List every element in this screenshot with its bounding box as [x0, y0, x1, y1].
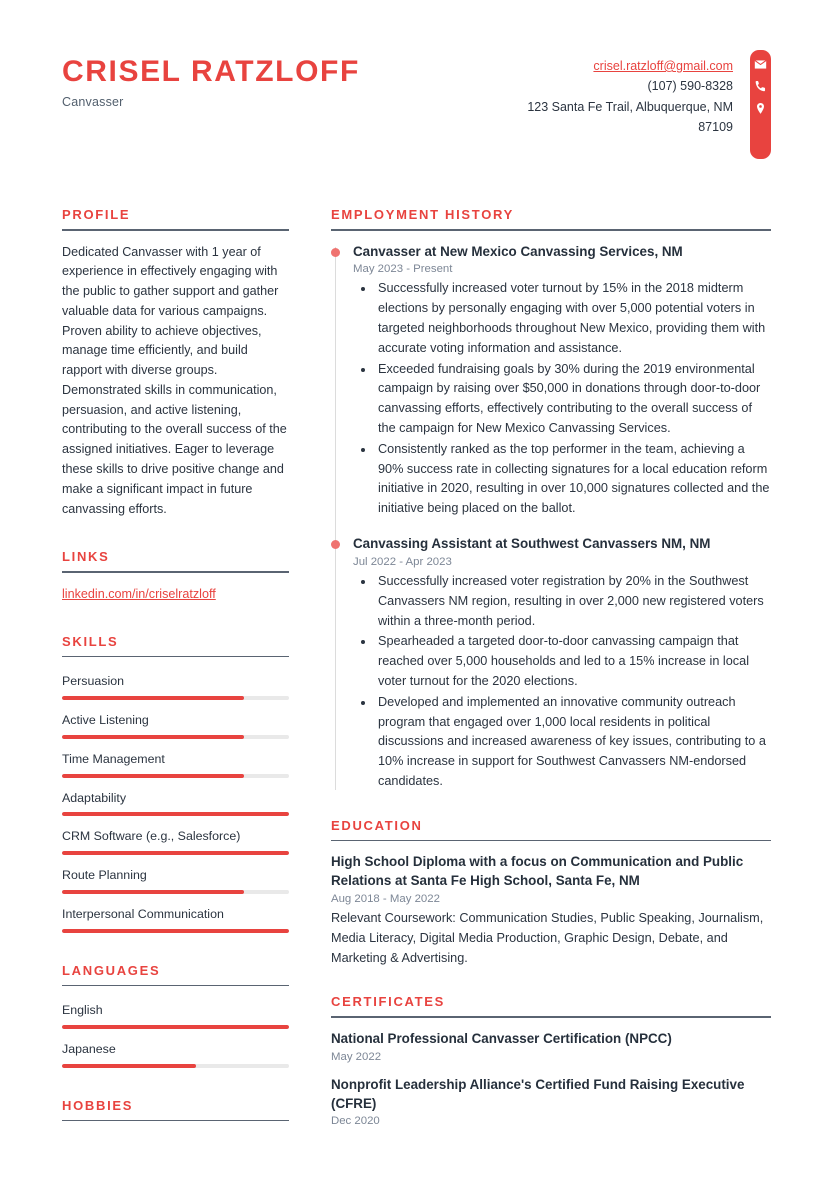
section-skills	[62, 634, 289, 933]
language-label: English	[62, 1003, 103, 1018]
section-certificates	[331, 994, 771, 1127]
timeline-dot-icon	[331, 248, 340, 257]
employment-bullet: • Consistently ranked as the top performer in the team, achieving a 90% success rate in collecting signatures for a local education reform initiative in 2020, resulting in over 10,000 signatures collected and the initiative being placed on the ballot.	[375, 440, 771, 519]
employment-bullet: • Spearheaded a targeted door-to-door canvassing campaign that reached over 5,000 households and led to a 15% increase in local voter turnout for the 2020 elections.	[375, 632, 771, 691]
skill-meter-fill	[62, 851, 289, 855]
certificate-title: Nonprofit Leadership Alliance's Certified Fund Raising Executive (CFRE)	[331, 1076, 745, 1111]
skill-row	[62, 786, 289, 817]
candidate-job-title: Canvasser	[62, 94, 124, 109]
employment-bullet: • Exceeded fundraising goals by 30% during the 2019 environmental campaign by raising over $50,000 in donations through door-to-door canvassing efforts, effectively contributing to the overall success of the campaign for New Mexico Canvassing Services.	[375, 360, 771, 439]
certificate-date: Dec 2020	[331, 1115, 380, 1128]
column-gap	[289, 207, 331, 1153]
certificate-entry	[331, 1030, 771, 1063]
timeline-dot-icon	[331, 540, 340, 549]
envelope-icon	[754, 58, 767, 71]
skill-row	[62, 747, 289, 778]
section-hobbies	[62, 1098, 289, 1122]
certificate-date: May 2022	[331, 1050, 382, 1063]
employment-title: Canvassing Assistant at Southwest Canvassers NM, NM	[353, 536, 711, 552]
education-divider	[331, 840, 771, 842]
skill-meter-track	[62, 774, 289, 778]
hobbies-divider	[62, 1120, 289, 1122]
education-title: High School Diploma with a focus on Communication and Public Relations at Santa Fe High School, Santa Fe, NM	[331, 854, 744, 889]
employment-date: May 2023 - Present	[353, 263, 453, 276]
section-employment-history	[331, 207, 771, 792]
language-meter-track	[62, 1064, 289, 1068]
skill-meter-track	[62, 890, 289, 894]
link-item-linkedin[interactable]: linkedin.com/in/criselratzloff	[62, 586, 216, 601]
language-label: Japanese	[62, 1041, 116, 1056]
skill-label: Interpersonal Communication	[62, 906, 224, 921]
language-row	[62, 998, 289, 1029]
contact-email-link[interactable]: crisel.ratzloff@gmail.com	[593, 59, 733, 73]
certificate-entry	[331, 1076, 771, 1128]
skill-label: Active Listening	[62, 713, 149, 728]
phone-icon	[754, 80, 767, 93]
contact-email-row	[527, 56, 733, 76]
employment-bullet: • Developed and implemented an innovative community outreach program that engaged over 1,000 local residents in political discussions and increased awareness of key issues, contributing to a 10% increase in support for Southwest Canvassers NM-endorsed candidates.	[375, 693, 771, 792]
skill-label: Adaptability	[62, 790, 127, 805]
skill-meter-fill	[62, 774, 244, 778]
skill-meter-track	[62, 929, 289, 933]
profile-divider	[62, 229, 289, 231]
skill-row	[62, 708, 289, 739]
languages-heading: LANGUAGES	[62, 962, 161, 978]
skill-meter-fill	[62, 890, 244, 894]
hobbies-heading: HOBBIES	[62, 1097, 134, 1113]
profile-text: Dedicated Canvasser with 1 year of experience in effectively engaging with the public to gather support and gather valuable data for various campaigns. Proven ability to achieve objectives, manage time efficiently, and build rapport with diverse groups. Demonstrated skills in communication, persuasion, and active listening, contributing to the overall success of the assigned initiatives. Eager to leverage these skills to drive positive change and make a significant impact in future canvassing efforts.	[62, 244, 287, 516]
skill-label: Route Planning	[62, 868, 147, 883]
section-profile	[62, 207, 289, 519]
resume-header	[0, 0, 833, 159]
employment-bullets	[353, 572, 771, 792]
employment-timeline	[331, 243, 771, 792]
skills-divider	[62, 656, 289, 658]
identity-block	[62, 46, 360, 109]
location-pin-icon	[754, 102, 767, 115]
employment-divider	[331, 229, 771, 231]
employment-date: Jul 2022 - Apr 2023	[353, 555, 452, 568]
skill-row	[62, 669, 289, 700]
education-description: Relevant Coursework: Communication Studies, Public Speaking, Journalism, Media Literacy, Digital Media Production, Graphic Design, Debate, and Marketing & Advertising.	[331, 910, 764, 965]
contact-address-line-1: 123 Santa Fe Trail, Albuquerque, NM	[527, 99, 733, 114]
employment-bullets	[353, 279, 771, 519]
skill-meter-track	[62, 735, 289, 739]
contact-details	[527, 46, 750, 137]
employment-entry	[353, 243, 771, 520]
contact-block	[527, 46, 771, 159]
skill-row	[62, 863, 289, 894]
employment-bullet: • Successfully increased voter turnout by 15% in the 2018 midterm elections by personally engaging with over 5,000 potential voters in targeted neighborhoods throughout New Mexico, providing them with accurate voting information and assistance.	[375, 279, 771, 358]
profile-heading: PROFILE	[62, 207, 131, 222]
section-links	[62, 549, 289, 603]
skill-meter-track	[62, 851, 289, 855]
certificate-title: National Professional Canvasser Certification (NPCC)	[331, 1030, 672, 1046]
certificates-divider	[331, 1016, 771, 1018]
section-languages	[62, 963, 289, 1068]
right-column	[331, 207, 771, 1153]
links-heading: LINKS	[62, 549, 110, 565]
language-meter-fill	[62, 1064, 196, 1068]
employment-title: Canvasser at New Mexico Canvassing Services, NM	[353, 243, 683, 259]
candidate-name: CRISEL RATZLOFF	[62, 55, 360, 88]
skill-label: Time Management	[62, 751, 165, 766]
skill-row	[62, 824, 289, 855]
employment-heading: EMPLOYMENT HISTORY	[331, 207, 515, 222]
skill-meter-fill	[62, 929, 289, 933]
section-education	[331, 818, 771, 969]
language-meter-fill	[62, 1025, 289, 1029]
contact-icon-strip	[750, 50, 771, 159]
skill-label: CRM Software (e.g., Salesforce)	[62, 829, 241, 844]
employment-entry	[353, 535, 771, 792]
skill-meter-fill	[62, 696, 244, 700]
links-divider	[62, 571, 289, 573]
languages-divider	[62, 985, 289, 987]
contact-address-line-2: 87109	[698, 119, 733, 134]
language-meter-track	[62, 1025, 289, 1029]
education-date: Aug 2018 - May 2022	[331, 892, 440, 905]
education-entry	[331, 853, 771, 968]
left-column	[62, 207, 289, 1153]
resume-body	[0, 207, 833, 1153]
skill-meter-track	[62, 812, 289, 816]
skill-row	[62, 902, 289, 933]
education-heading: EDUCATION	[331, 817, 423, 833]
skill-meter-fill	[62, 735, 244, 739]
skills-heading: SKILLS	[62, 633, 119, 649]
certificates-heading: CERTIFICATES	[331, 994, 446, 1010]
skill-meter-fill	[62, 812, 289, 816]
contact-phone: (107) 590-8328	[647, 79, 733, 94]
skill-meter-track	[62, 696, 289, 700]
language-row	[62, 1037, 289, 1068]
skill-label: Persuasion	[62, 674, 124, 689]
employment-bullet: • Successfully increased voter registration by 20% in the Southwest Canvassers NM region, resulting in over 2,000 new registered voters within a three-month period.	[375, 572, 771, 631]
